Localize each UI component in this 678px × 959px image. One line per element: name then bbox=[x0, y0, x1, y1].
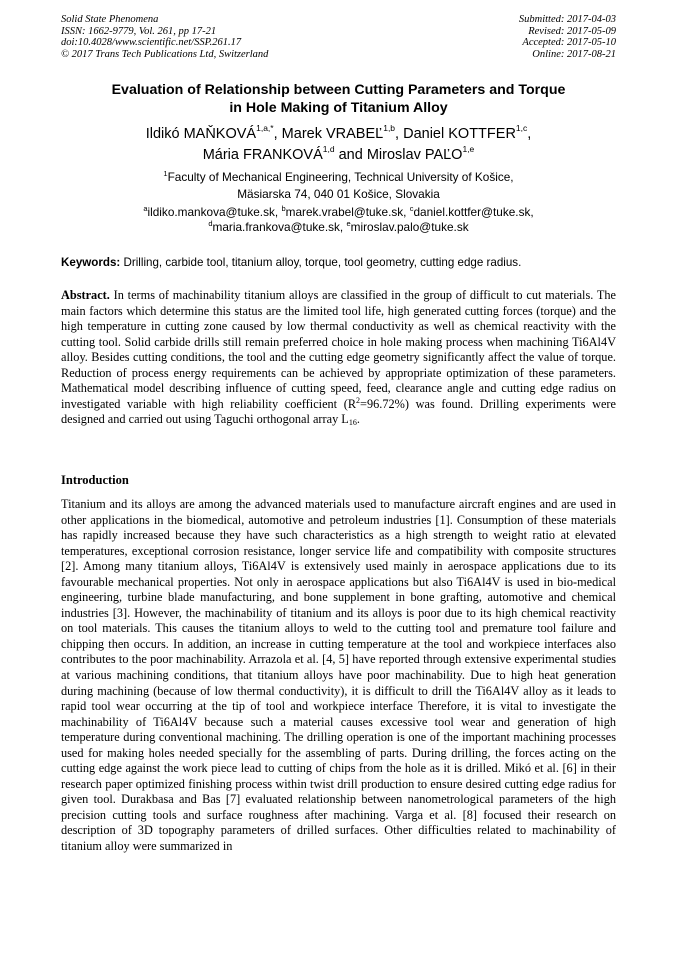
email-address: miroslav.palo@tuke.sk bbox=[350, 220, 469, 234]
keywords-label: Keywords: bbox=[61, 256, 121, 269]
keywords bbox=[61, 255, 616, 270]
email-list bbox=[61, 205, 616, 235]
email-separator: , bbox=[339, 220, 347, 234]
affiliation-line-2: Mäsiarska 74, 040 01 Košice, Slovakia bbox=[237, 187, 440, 201]
author-name: Miroslav PAĽO bbox=[366, 147, 463, 163]
author-name: Ildikó MAŇKOVÁ bbox=[145, 126, 257, 142]
email-line-1 bbox=[61, 205, 616, 220]
affiliation-text: Faculty of Mechanical Engineering, Technical University of Košice, bbox=[167, 170, 514, 184]
email-separator: , bbox=[274, 205, 282, 219]
author-name: Marek VRABEĽ bbox=[281, 126, 384, 142]
author-name: Daniel KOTTFER bbox=[403, 126, 516, 142]
revised-date: Revised: 2017-05-09 bbox=[528, 25, 616, 37]
author-affil-sup: 1,b bbox=[383, 123, 396, 133]
email-address: marek.vrabel@tuke.sk bbox=[285, 205, 404, 219]
email-sup: d bbox=[208, 219, 213, 228]
email-line-2 bbox=[61, 220, 616, 235]
abstract-text: =96.72%) was found. Drilling experiments were designed and carried out using Taguchi orthogonal array L bbox=[61, 396, 616, 427]
header-right bbox=[519, 14, 616, 60]
email-separator: , bbox=[403, 205, 410, 219]
author-line-1 bbox=[61, 124, 616, 145]
author-list bbox=[61, 124, 616, 166]
affiliation bbox=[61, 169, 616, 203]
email-address: maria.frankova@tuke.sk bbox=[212, 220, 340, 234]
copyright: © 2017 Trans Tech Publications Ltd, Switzerland bbox=[61, 48, 269, 60]
keywords-text: Drilling, carbide tool, titanium alloy, torque, tool geometry, cutting edge radius. bbox=[120, 256, 522, 269]
issn: ISSN: 1662-9779, Vol. 261, pp 17-21 bbox=[61, 25, 217, 37]
accepted-date: Accepted: 2017-05-10 bbox=[522, 37, 616, 49]
abstract-sup: 2 bbox=[356, 395, 361, 405]
title-line-2: in Hole Making of Titanium Alloy bbox=[229, 99, 448, 116]
author-name: Mária FRANKOVÁ bbox=[202, 147, 323, 163]
header-left bbox=[61, 14, 268, 60]
author-affil-sup: 1,a,* bbox=[256, 123, 274, 133]
email-sup: a bbox=[143, 204, 148, 213]
section-heading-introduction: Introduction bbox=[61, 473, 129, 487]
email-separator: , bbox=[530, 205, 534, 219]
email-sup: c bbox=[409, 204, 414, 213]
author-affil-sup: 1,d bbox=[322, 144, 335, 154]
submitted-date: Submitted: 2017-04-03 bbox=[518, 14, 616, 25]
affiliation-line-1 bbox=[61, 169, 616, 186]
email-sup: e bbox=[346, 219, 351, 228]
abstract-sub: 16 bbox=[348, 418, 357, 428]
author-separator: , bbox=[527, 126, 532, 142]
journal-name: Solid State Phenomena bbox=[61, 14, 159, 25]
paper-title bbox=[61, 82, 616, 117]
author-line-2 bbox=[61, 145, 616, 166]
doi: doi:10.4028/www.scientific.net/SSP.261.17 bbox=[61, 37, 242, 49]
email-address: daniel.kottfer@tuke.sk bbox=[413, 205, 531, 219]
author-affil-sup: 1,e bbox=[462, 144, 475, 154]
email-address: ildiko.mankova@tuke.sk bbox=[147, 205, 275, 219]
introduction-body: Titanium and its alloys are among the advanced materials used to manufacture aircraft engines and are used in other applications in the biomedical, automotive and petroleum industries [1]. Consumption of these materials has rapidly increased because they have such characteristics as a high strength to weight ratio at elevated temperatures, exceptional corrosion resistance, longer service life and compatibility with composite structures [2]. Among many titanium alloys, Ti6Al4V is extensively used mainly in aerospace applications due to its favourable mechanical properties. Not only in aerospace applications but also Ti6Al4V is used in bio-medical engineering, turbine blade manufacturing, and bone supplement in bone grafting, automotive and chemical industries [3]. However, the machinability of titanium and its alloys is poor due to its high chemical reactivity on tool materials. This causes the titanium alloys to weld to the cutting tool and premature tool failure and chipping then occurs. In addition, an increase in cutting temperature at the tool and workpiece interfaces also contributes to the poor machinability. Arrazola et al. [4, 5] have reported through extensive experimental studies at various machining conditions, that titanium alloys have poor machinability. Due to high heat generation during machining (because of low thermal conductivity), it is difficult to drill the Ti6Al4V alloy as it leads to rapid tool wear occurring at the tip of tool and workpiece interface Therefore, it is vital to investigate the machinability of Ti6Al4V because such a material causes excessive tool wear and generation of high temperature during conventional machining. The drilling operation is one of the important machining processes used for making holes needed specially for the assembling of parts. During drilling, the forces acting on the cutting edge against the work piece lead to cutting of chips from the hole as it is drilled. Mikó et al. [6] in their research paper optimized finishing process within twist drill production to ensure desired cutting edge radius for given tool. Durakbasa and Bas [7] evaluated relationship between nanometrological parameters of the high precision cutting tools and surface roughness after machining. Varga et al. [8] focused their research on description of 3D topography parameters of drilled surfaces. Other difficulties related to machinability of titanium alloy were summarized in bbox=[61, 497, 616, 854]
abstract-text: In terms of machinability titanium alloys are classified in the group of difficult to cut materials. The main factors which determine this status are the limited tool life, high generated cutting forces (torque) and the high temperature in cutting zone caused by low thermal conductivity as well as chemical reactivity with the cutting tool. Solid carbide drills still remain preferred choice in hole making process when machining Ti6Al4V alloy. Besides cutting conditions, the tool and the cutting edge geometry significantly affect the value of torque. Reduction of process energy requirements can be achieved by appropriate optimization of these parameters. Mathematical model describing influence of cutting speed, feed, clearance angle and cutting edge radius on investigated variable with high reliability coefficient (R bbox=[61, 288, 616, 411]
author-separator: , bbox=[395, 126, 404, 142]
title-line-1: Evaluation of Relationship between Cutting Parameters and Torque bbox=[111, 82, 566, 98]
abstract bbox=[61, 288, 616, 428]
author-affil-sup: 1,c bbox=[515, 123, 528, 133]
abstract-label: Abstract. bbox=[61, 288, 110, 302]
author-separator: and bbox=[334, 147, 367, 163]
author-separator: , bbox=[273, 126, 282, 142]
online-date: Online: 2017-08-21 bbox=[532, 48, 616, 60]
abstract-text: . bbox=[356, 412, 360, 427]
email-sup: b bbox=[281, 204, 286, 213]
affiliation-sup: 1 bbox=[163, 169, 168, 178]
